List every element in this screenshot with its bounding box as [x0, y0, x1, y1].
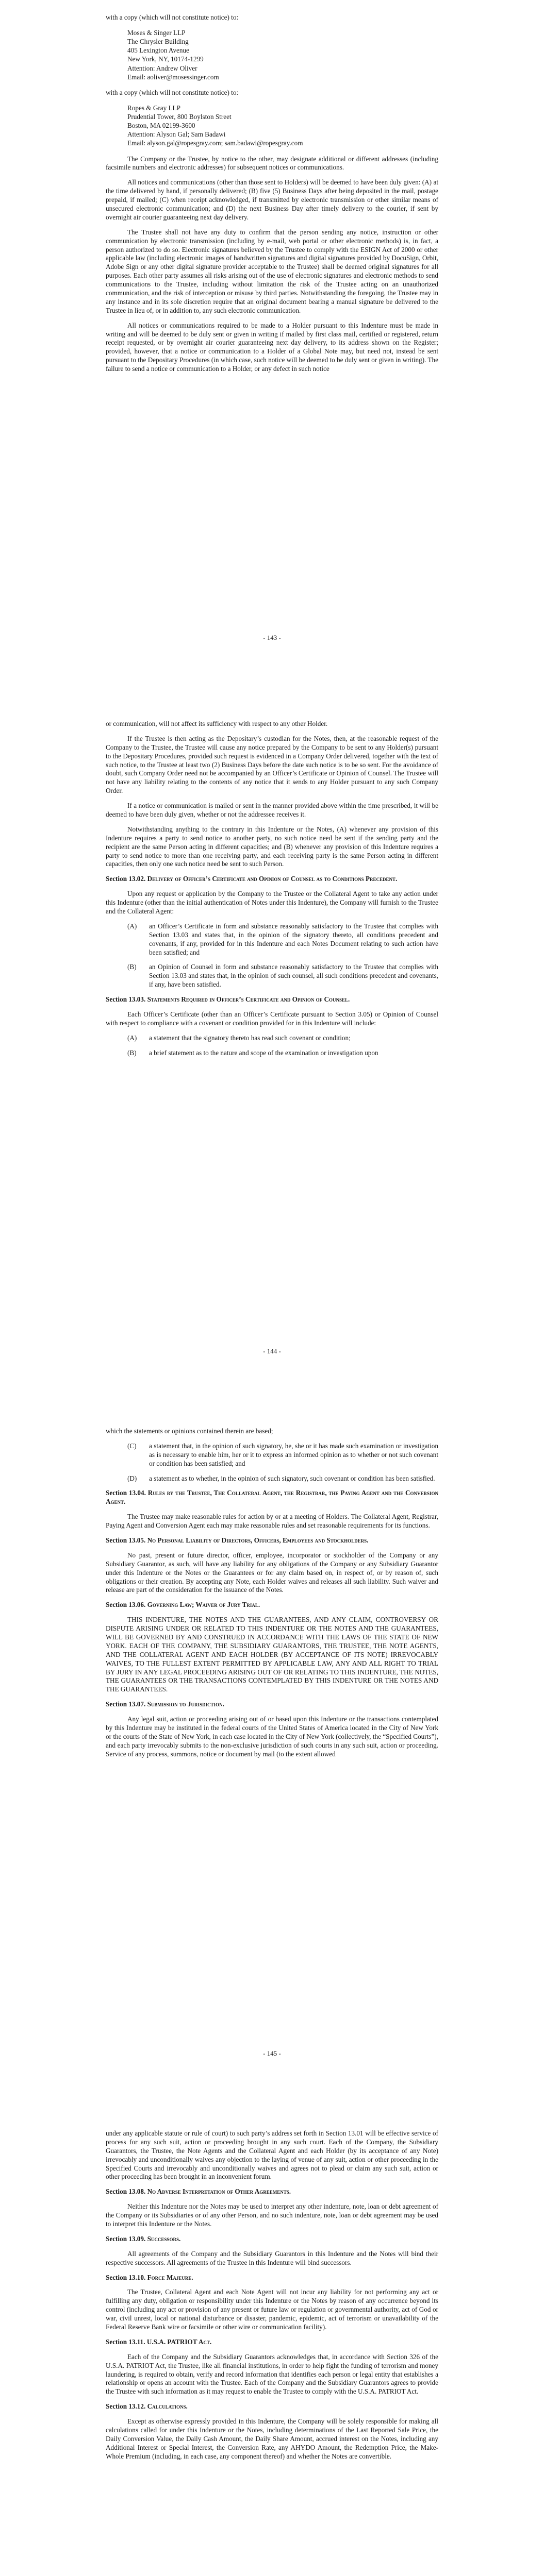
page-144 [0, 703, 544, 1406]
section-heading-13-08 [106, 2188, 438, 2196]
page-number: - 145 - [263, 2049, 281, 2057]
paragraph: Upon any request or application by the Company to the Trustee or the Collateral Agent to take any action under this Indenture (other than the initial authentication of Notes under this Indenture), the Company will furnish to the Trustee and the Collateral Agent: [106, 890, 438, 916]
section-number: Section 13.10. [106, 2273, 146, 2281]
paragraph: or communication, will not affect its sufficiency with respect to any other Holder. [106, 720, 328, 727]
section-title: No Personal Liability of Directors, Officers, Employees and Stockholders. [147, 1536, 369, 1545]
section-title: Rules by the Trustee, The Collateral Agent, the Registrar, the Paying Agent and the Conversion Agent. [106, 1489, 439, 1506]
section-heading-13-12 [106, 2402, 438, 2411]
address-line: The Chrysler Building [127, 38, 189, 46]
paragraph: All notices and communications (other than those sent to Holders) will be deemed to have been duly given: (A) at the time delivered by hand, if personally delivered; (B) five (5) Business Days after being deposited in the mail, postage prepaid, if mailed; (C) when receipt acknowledged, if transmitted by electronic transmission or other similar means of unsecured electronic communication; and (D) the next Business Day after timely delivery to the courier, if sent by overnight air courier guaranteeing next day delivery. [106, 178, 438, 221]
paragraph: Except as otherwise expressly provided in this Indenture, the Company will be solely responsible for making all calculations called for under this Indenture or the Notes, including determinations of the Last Reported Sale Price, the Daily Conversion Value, the Daily Cash Amount, the Daily Share Amount, accrued interest on the Notes, including any Additional Interest or Special Interest, the Conversion Rate, any AHYDO Amount, the Redemption Price, the Make-Whole Premium (including, in each case, any component thereof) and whether the Notes are convertible. [106, 2417, 438, 2460]
list-item [106, 963, 438, 989]
section-title: No Adverse Interpretation of Other Agreements. [147, 2188, 291, 2196]
section-title: U.S.A. PATRIOT Act. [146, 2337, 212, 2346]
list-item [106, 1049, 438, 1058]
paragraph: The Trustee, Collateral Agent and each Note Agent will not incur any liability for not performing any act or fulfilling any duty, obligation or responsibility under this Indenture or the Notes by reason of any occurrence beyond its control (including any act or provision of any present or future law or regulation or governmental authority, act of God or war, civil unrest, local or national disturbance or disaster, pandemic, epidemic, act of terrorism or unavailability of the Federal Reserve Bank wire or facsimile or other wire or communication facility). [106, 2288, 438, 2331]
section-title: Submission to Jurisdiction. [147, 1700, 224, 1708]
copy-line-2: with a copy (which will not constitute notice) to: [106, 88, 239, 96]
list-item-label: (C) [127, 1442, 137, 1450]
section-number: Section 13.12. [106, 2402, 146, 2411]
paragraph: If the Trustee is then acting as the Depositary’s custodian for the Notes, then, at the reasonable request of the Company to the Trustee, the Trustee will cause any notice prepared by the Company to be sent to any Holder(s) pursuant to the Depositary Procedures, provided such request is evidenced in a Company Order delivered, together with the text of such notice, to the Trustee at least two (2) Business Days before the date such notice is to be so sent. For the avoidance of doubt, such Company Order need not be accompanied by an Officer’s Certificate or Opinion of Counsel. The Trustee will not have any liability relating to the contents of any notice that it sends to any Holder pursuant to any such Company Order. [106, 734, 438, 795]
list-item [106, 1475, 438, 1483]
section-number: Section 13.03. [106, 995, 146, 1004]
address-block-moses-singer [127, 28, 438, 81]
section-number: Section 13.07. [106, 1700, 146, 1708]
paragraph: THIS INDENTURE, THE NOTES AND THE GUARANTEES, AND ANY CLAIM, CONTROVERSY OR DISPUTE ARISING UNDER OR RELATED TO THIS INDENTURE OR THE NOTES AND THE GUARANTEES, WILL BE GOVERNED BY AND CONSTRUED IN ACCORDANCE WITH THE LAWS OF THE STATE OF NEW YORK. EACH OF THE COMPANY, THE SUBSIDIARY GUARANTORS, THE TRUSTEE, THE NOTE AGENTS, AND THE COLLATERAL AGENT AND EACH HOLDER (BY ACCEPTANCE OF ITS NOTE) IRREVOCABLY WAIVES, TO THE FULLEST EXTENT PERMITTED BY APPLICABLE LAW, ANY AND ALL RIGHT TO TRIAL BY JURY IN ANY LEGAL PROCEEDING ARISING OUT OF OR RELATING TO THIS INDENTURE, THE NOTES, THE GUARANTEES OR THE TRANSACTIONS CONTEMPLATED BY THIS INDENTURE OR THE NOTES AND THE GUARANTEES. [106, 1616, 438, 1693]
section-heading-13-11 [106, 2338, 438, 2347]
address-line: Moses & Singer LLP [127, 28, 186, 37]
section-title: Force Majeure. [147, 2273, 193, 2281]
paragraph: Neither this Indenture nor the Notes may be used to interpret any other indenture, note, loan or debt agreement of the Company or its Subsidiaries or of any other Person, and no such indenture, note, loan or debt agreement may be used to interpret this Indenture or the Notes. [106, 2202, 438, 2228]
copy-line-1: with a copy (which will not constitute notice) to: [106, 13, 239, 21]
section-number: Section 13.04. [106, 1489, 146, 1497]
paragraph: which the statements or opinions contained therein are based; [106, 1427, 273, 1435]
address-line: Attention: Alyson Gal; Sam Badawi [127, 130, 226, 139]
section-number: Section 13.08. [106, 2188, 146, 2196]
page-number: - 143 - [263, 634, 281, 641]
address-line: New York, NY, 10174-1299 [127, 55, 204, 63]
list-item-text: a statement as to whether, in the opinion of such signatory, such covenant or condition has been satisfied. [149, 1474, 435, 1482]
page-146 [0, 2110, 544, 2576]
address-line: Email: alyson.gal@ropesgray.com; sam.badawi@ropesgray.com [127, 139, 303, 147]
section-number: Section 13.09. [106, 2234, 146, 2243]
section-number: Section 13.05. [106, 1536, 146, 1545]
address-line: 405 Lexington Avenue [127, 46, 189, 55]
section-number: Section 13.06. [106, 1601, 146, 1609]
list-item [106, 922, 438, 957]
page-143 [0, 0, 544, 703]
paragraph: If a notice or communication is mailed or sent in the manner provided above within the time prescribed, it will be deemed to have been duly given, whether or not the addressee receives it. [106, 802, 438, 819]
paragraph: No past, present or future director, officer, employee, incorporator or stockholder of the Company or any Subsidiary Guarantor, as such, will have any liability for any obligations of the Company or any Subsidiary Guarantor under this Indenture or the Notes or the Guarantees or for any claim based on, in respect of, or by reason of, such obligations or their creation. By accepting any Note, each Holder waives and releases all such liability. Such waiver and release are part of the consideration for the issuance of the Notes. [106, 1551, 438, 1594]
list-item-text: an Opinion of Counsel in form and substance reasonably satisfactory to the Trustee that complies with Section 13.03 and states that, in the opinion of such counsel, all such conditions precedent and covenants, if any, have been satisfied. [149, 963, 438, 989]
list-item-label: (B) [127, 1048, 137, 1057]
paragraph: Each Officer’s Certificate (other than an Officer’s Certificate pursuant to Section 3.05) or Opinion of Counsel with respect to compliance with a covenant or condition provided for in this Indenture will include: [106, 1010, 438, 1027]
list-item-label: (A) [127, 1033, 137, 1042]
paragraph: All agreements of the Company and the Subsidiary Guarantors in this Indenture and the Notes will bind their respective successors. All agreements of the Trustee in this Indenture will bind successors. [106, 2249, 438, 2266]
section-number: Section 13.02. [106, 875, 146, 883]
paragraph: Any legal suit, action or proceeding arising out of or based upon this Indenture or the transactions contemplated by this Indenture may be instituted in the federal courts of the United States of America located in the City of New York or the courts of the State of New York, in each case located in the City of New York (collectively, the “Specified Courts”), and each party irrevocably submits to the non-exclusive jurisdiction of such courts in any such suit, action or proceeding. Service of any process, summons, notice or document by mail (to the extent allowed [106, 1715, 438, 1758]
section-title: Calculations. [147, 2402, 188, 2411]
section-heading-13-07 [106, 1700, 438, 1709]
list-item-text: an Officer’s Certificate in form and substance reasonably satisfactory to the Trustee that complies with Section 13.03 and states that, in the opinion of the signatory thereto, all conditions precedent and covenants, if any, provided for in this Indenture and each Notes Document relating to such action have been satisfied; and [149, 922, 438, 956]
section-title: Governing Law; Waiver of Jury Trial. [147, 1601, 260, 1609]
address-line: Attention: Andrew Oliver [127, 64, 197, 72]
list-item-text: a statement that, in the opinion of such signatory, he, she or it has made such examination or investigation as is necessary to enable him, her or it to express an informed opinion as to whether or not such covenant or condition has been satisfied; and [149, 1442, 438, 1467]
list-item-text: a brief statement as to the nature and scope of the examination or investigation upon [149, 1048, 378, 1057]
paragraph: All notices or communications required to be made to a Holder pursuant to this Indenture must be made in writing and will be deemed to be duly sent or given in writing if mailed by first class mail, certified or registered, return receipt requested, or by overnight air courier guaranteeing next day delivery, to its address shown on the Register; provided, however, that a notice or communication to a Holder of a Global Note may, but need not, instead be sent pursuant to the Depositary Procedures (in which case, such notice will be deemed to be duly sent or given in writing). The failure to send a notice or communication to a Holder, or any defect in such notice [106, 321, 438, 373]
section-title: Statements Required in Officer’s Certificate and Opinion of Counsel. [147, 995, 350, 1004]
section-title: Delivery of Officer’s Certificate and Opinion of Counsel as to Conditions Precedent. [147, 875, 398, 883]
paragraph: Notwithstanding anything to the contrary in this Indenture or the Notes, (A) whenever any provision of this Indenture requires a party to send notice to another party, no such notice need be sent if the sending party and the recipient are the same Person acting in different capacities; and (B) whenever any provision of this Indenture requires a party to send notice to more than one receiving party, and each receiving party is the same Person acting in different capacities, then only one such notice need be sent to such Person. [106, 825, 438, 868]
page-145 [0, 1406, 544, 2110]
address-line: Prudential Tower, 800 Boylston Street [127, 112, 232, 121]
paragraph: under any applicable statute or rule of court) to such party’s address set forth in Section 13.01 will be effective service of process for any such suit, action or proceeding brought in any such court. Each of the Company, the Subsidiary Guarantors, the Trustee, the Note Agents and the Collateral Agent and each Holder (by its acceptance of any Note) irrevocably and unconditionally waives any objection to the laying of venue of any suit, action or other proceeding in the Specified Courts and irrevocably and unconditionally waives and agrees not to plead or claim any such suit, action or other proceeding has been brought in an inconvenient forum. [106, 2129, 438, 2181]
section-heading-13-02 [106, 875, 438, 884]
section-number: Section 13.11. [106, 2337, 145, 2346]
paragraph: The Company or the Trustee, by notice to the other, may designate additional or different addresses (including facsimile numbers and electronic addresses) for subsequent notices or communications. [106, 155, 438, 172]
section-heading-13-05 [106, 1536, 438, 1545]
page-number: - 144 - [263, 1347, 281, 1355]
section-heading-13-06 [106, 1601, 438, 1609]
list-item-label: (D) [127, 1474, 137, 1482]
list-item [106, 1034, 438, 1043]
section-heading-13-09 [106, 2235, 438, 2244]
list-item-label: (A) [127, 922, 137, 930]
paragraph: Each of the Company and the Subsidiary Guarantors acknowledges that, in accordance with Section 326 of the U.S.A. PATRIOT Act, the Trustee, like all financial institutions, in order to help fight the funding of terrorism and money laundering, is required to obtain, verify and record information that identifies each person or legal entity that establishes a relationship or opens an account with the Trustee. Each of the Company and the Subsidiary Guarantors agrees to provide the Trustee with such information as it may request to enable the Trustee to comply with the U.S.A. PATRIOT Act. [106, 2352, 438, 2396]
list-item-label: (B) [127, 963, 137, 971]
list-item-text: a statement that the signatory thereto has read such covenant or condition; [149, 1033, 351, 1042]
address-line: Boston, MA 02199-3600 [127, 122, 195, 130]
paragraph: The Trustee may make reasonable rules for action by or at a meeting of Holders. The Collateral Agent, Registrar, Paying Agent and Conversion Agent each may make reasonable rules and set reasonable requirements for its functions. [106, 1513, 438, 1530]
address-block-ropes-gray [127, 104, 438, 148]
section-heading-13-10 [106, 2274, 438, 2282]
section-title: Successors. [147, 2234, 181, 2243]
address-line: Ropes & Gray LLP [127, 104, 180, 112]
section-heading-13-03 [106, 995, 438, 1004]
address-line: Email: aoliver@mosessinger.com [127, 73, 219, 81]
paragraph: The Trustee shall not have any duty to confirm that the person sending any notice, instruction or other communication by electronic transmission (including by e-mail, web portal or other electronic methods) is, in fact, a person authorized to do so. Electronic signatures believed by the Trustee to comply with the ESIGN Act of 2000 or other applicable law (including electronic images of handwritten signatures and digital signatures provided by DocuSign, Orbit, Adobe Sign or any other digital signature provider acceptable to the Trustee) shall be deemed original signatures for all purposes. Each other party assumes all risks arising out of the use of electronic signatures and electronic methods to send communications to the Trustee, including without limitation the risk of the Trustee acting on an unauthorized communication, and the risk of interception or misuse by third parties. Notwithstanding the foregoing, the Trustee may in any instance and in its sole discretion require that an original document bearing a manual signature be delivered to the Trustee in lieu of, or in addition to, any such electronic communication. [106, 228, 438, 314]
section-heading-13-04 [106, 1489, 438, 1506]
list-item [106, 1442, 438, 1468]
